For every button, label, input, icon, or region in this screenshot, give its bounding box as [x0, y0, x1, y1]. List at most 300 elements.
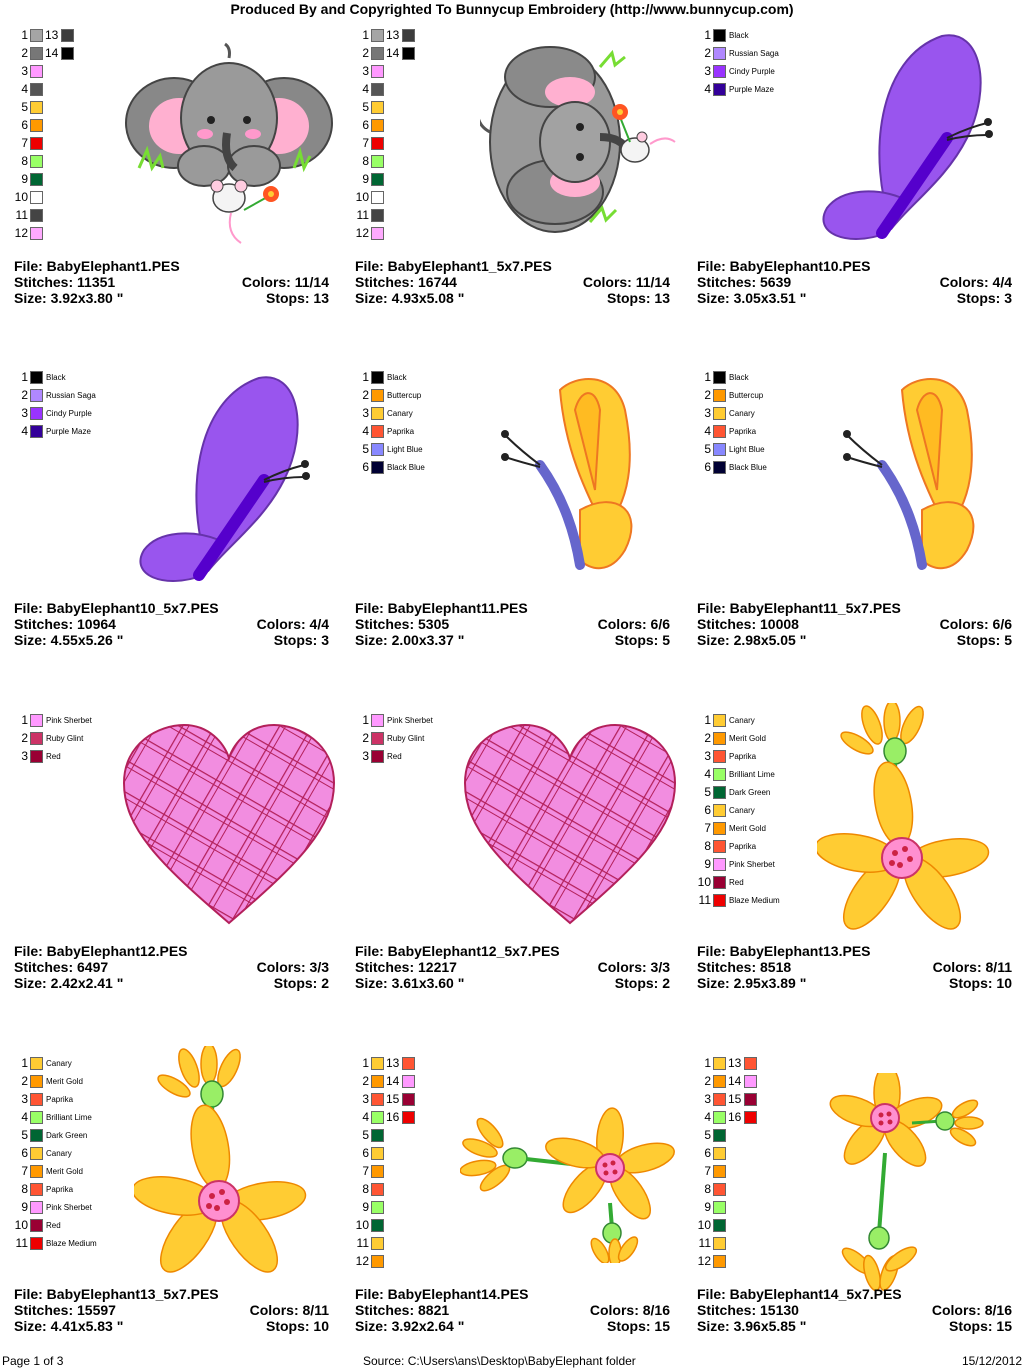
- color-swatch: [355, 1216, 384, 1234]
- color-index: 6: [704, 803, 711, 817]
- thread-name: Red: [387, 751, 402, 761]
- color-swatch: [14, 729, 83, 747]
- color-index: 7: [21, 136, 28, 150]
- design-info: [697, 943, 1012, 991]
- color-swatch: [14, 188, 43, 206]
- color-chip: [713, 1129, 726, 1142]
- thread-name: Canary: [46, 1148, 72, 1158]
- color-swatch-row: [697, 837, 807, 855]
- color-swatch-row: [14, 747, 124, 765]
- color-swatch: [14, 1162, 83, 1180]
- color-swatch-row: [355, 422, 465, 440]
- color-index: 13: [386, 28, 400, 42]
- color-swatch: [14, 1072, 83, 1090]
- color-chip: [713, 1201, 726, 1214]
- color-swatch: [386, 1108, 415, 1126]
- thread-name: Canary: [729, 715, 755, 725]
- design-stops: Stops: 15: [948, 1318, 1012, 1334]
- color-index: 6: [704, 460, 711, 474]
- design-info: [14, 258, 329, 306]
- color-legend: [14, 1054, 124, 1252]
- color-chip: [30, 119, 43, 132]
- color-index: 5: [21, 100, 28, 114]
- color-chip: [371, 732, 384, 745]
- color-chip: [371, 65, 384, 78]
- color-chip: [371, 1255, 384, 1268]
- color-chip: [371, 173, 384, 186]
- color-swatch-row: [355, 134, 465, 152]
- color-index: 9: [704, 1200, 711, 1214]
- color-index: 4: [704, 767, 711, 781]
- thread-name: Red: [46, 751, 61, 761]
- color-swatch: [14, 1108, 92, 1126]
- color-chip: [402, 47, 415, 60]
- color-swatch: [355, 711, 433, 729]
- color-swatch-row: [697, 26, 807, 44]
- info-row: [355, 943, 670, 959]
- color-index: 15: [386, 1092, 400, 1106]
- design-size: Size: 4.55x5.26 ": [14, 632, 124, 648]
- color-index: 16: [386, 1110, 400, 1124]
- butterfly-yellow-icon: [495, 370, 695, 595]
- design-info: [14, 1286, 329, 1334]
- color-swatch: [355, 98, 384, 116]
- color-index: 7: [362, 1164, 369, 1178]
- design-file: File: BabyElephant10.PES: [697, 258, 871, 274]
- thread-name: Russian Saga: [46, 390, 96, 400]
- color-chip: [30, 1237, 43, 1250]
- color-chip: [371, 137, 384, 150]
- info-row: [355, 1318, 670, 1334]
- design-stitches: Stitches: 5639: [697, 274, 792, 290]
- color-index: 10: [355, 1218, 369, 1232]
- info-row: [697, 975, 1012, 991]
- color-swatch: [14, 206, 43, 224]
- color-swatch: [14, 134, 43, 152]
- color-swatch-row: [355, 1234, 465, 1252]
- color-swatch: [14, 1234, 97, 1252]
- design-stitches: Stitches: 15597: [14, 1302, 116, 1318]
- color-swatch: [697, 1162, 726, 1180]
- color-index: 12: [697, 1254, 711, 1268]
- thread-name: Merit Gold: [46, 1166, 83, 1176]
- design-stops: Stops: 3: [956, 290, 1012, 306]
- color-chip: [30, 425, 43, 438]
- color-chip: [371, 389, 384, 402]
- color-chip: [30, 29, 43, 42]
- color-swatch-row: [355, 206, 465, 224]
- color-chip: [371, 461, 384, 474]
- color-index: 2: [21, 388, 28, 402]
- color-swatch-row: [14, 206, 124, 224]
- color-index: 13: [386, 1056, 400, 1070]
- color-swatch-row: [355, 62, 465, 80]
- color-swatch: [697, 1054, 726, 1072]
- color-index: 14: [386, 46, 400, 60]
- info-row: [14, 1302, 329, 1318]
- info-row: [14, 274, 329, 290]
- design-file: File: BabyElephant12.PES: [14, 943, 188, 959]
- color-index: 2: [362, 388, 369, 402]
- color-chip: [371, 1057, 384, 1070]
- design-stitches: Stitches: 11351: [14, 274, 116, 290]
- color-index: 11: [356, 1236, 369, 1250]
- color-swatch-row: [14, 1072, 124, 1090]
- color-chip: [713, 822, 726, 835]
- color-swatch-row: [14, 1144, 124, 1162]
- color-index: 10: [355, 190, 369, 204]
- color-swatch-row: [355, 98, 465, 116]
- color-swatch-row: [355, 224, 465, 242]
- color-index: 8: [21, 154, 28, 168]
- thread-name: Paprika: [46, 1184, 74, 1194]
- design-colors: Colors: 8/11: [932, 959, 1012, 975]
- design-file: File: BabyElephant14_5x7.PES: [697, 1286, 902, 1302]
- color-index: 9: [362, 172, 369, 186]
- color-swatch-row: [355, 1162, 465, 1180]
- design-colors: Colors: 8/16: [589, 1302, 670, 1318]
- color-index: 1: [362, 370, 369, 384]
- design-file: File: BabyElephant10_5x7.PES: [14, 600, 219, 616]
- color-swatch-row: [697, 711, 807, 729]
- design-stitches: Stitches: 10008: [697, 616, 799, 632]
- color-swatch: [697, 855, 775, 873]
- color-swatch: [14, 26, 43, 44]
- color-swatch: [355, 747, 402, 765]
- color-swatch: [697, 873, 744, 891]
- color-chip: [713, 443, 726, 456]
- color-index: 1: [21, 713, 28, 727]
- design-size: Size: 2.98x5.05 ": [697, 632, 807, 648]
- color-swatch-row: [14, 44, 124, 62]
- color-index: 10: [14, 190, 28, 204]
- info-row: [355, 975, 670, 991]
- page-title: Produced By and Copyrighted To Bunnycup Embroidery (http://www.bunnycup.com): [230, 1, 794, 17]
- color-swatch: [14, 1216, 61, 1234]
- color-index: 14: [728, 1074, 742, 1088]
- color-index: 7: [362, 136, 369, 150]
- color-swatch: [386, 44, 415, 62]
- color-swatch-row: [355, 729, 465, 747]
- color-index: 8: [21, 1182, 28, 1196]
- color-chip: [30, 155, 43, 168]
- color-legend: [697, 368, 807, 476]
- thread-name: Cindy Purple: [729, 66, 775, 76]
- info-row: [697, 959, 1012, 975]
- color-swatch: [697, 1108, 726, 1126]
- design-card: [355, 705, 685, 1035]
- color-chip: [371, 1219, 384, 1232]
- color-swatch: [355, 170, 384, 188]
- color-index: 1: [362, 28, 369, 42]
- thread-name: Light Blue: [387, 444, 423, 454]
- color-swatch: [728, 1090, 757, 1108]
- color-chip: [30, 1165, 43, 1178]
- color-legend: [14, 711, 124, 765]
- color-swatch-row: [697, 44, 807, 62]
- color-swatch-row: [355, 1180, 465, 1198]
- color-chip: [371, 443, 384, 456]
- design-size: Size: 2.00x3.37 ": [355, 632, 465, 648]
- color-index: 11: [15, 208, 28, 222]
- color-swatch-row: [697, 386, 807, 404]
- color-swatch-row: [14, 98, 124, 116]
- thread-name: Pink Sherbet: [729, 859, 775, 869]
- color-index: 4: [362, 1110, 369, 1124]
- color-swatch: [14, 747, 61, 765]
- info-row: [355, 616, 670, 632]
- thread-name: Black: [387, 372, 407, 382]
- color-swatch: [355, 440, 423, 458]
- color-swatch-row: [697, 855, 807, 873]
- thread-name: Merit Gold: [46, 1076, 83, 1086]
- color-swatch-row: [14, 711, 124, 729]
- color-chip: [371, 47, 384, 60]
- color-swatch-row: [14, 422, 124, 440]
- color-index: 8: [362, 1182, 369, 1196]
- color-index: 2: [704, 1074, 711, 1088]
- color-index: 7: [704, 821, 711, 835]
- color-swatch: [14, 711, 92, 729]
- thread-name: Brilliant Lime: [46, 1112, 92, 1122]
- color-chip: [30, 371, 43, 384]
- design-stops: Stops: 3: [273, 632, 329, 648]
- design-info: [697, 1286, 1012, 1334]
- color-chip: [713, 786, 726, 799]
- color-index: 14: [386, 1074, 400, 1088]
- color-swatch: [697, 26, 749, 44]
- color-swatch: [697, 1090, 726, 1108]
- color-index: 3: [362, 1092, 369, 1106]
- info-row: [355, 290, 670, 306]
- color-chip: [371, 1075, 384, 1088]
- color-swatch: [697, 1126, 726, 1144]
- color-chip: [371, 29, 384, 42]
- color-index: 5: [704, 785, 711, 799]
- design-size: Size: 3.05x3.51 ": [697, 290, 807, 306]
- color-chip: [30, 732, 43, 745]
- info-row: [14, 1318, 329, 1334]
- design-stops: Stops: 15: [606, 1318, 670, 1334]
- color-swatch-row: [697, 765, 807, 783]
- design-stitches: Stitches: 12217: [355, 959, 457, 975]
- color-swatch: [697, 801, 755, 819]
- color-chip: [30, 750, 43, 763]
- design-card: [697, 20, 1024, 350]
- color-swatch: [14, 404, 92, 422]
- color-swatch-row: [697, 801, 807, 819]
- flower-tall-icon: [817, 703, 997, 938]
- color-chip: [371, 1111, 384, 1124]
- print-date: 15/12/2012: [961, 1354, 1022, 1368]
- color-chip: [30, 191, 43, 204]
- thread-name: Ruby Glint: [387, 733, 425, 743]
- color-index: 2: [362, 1074, 369, 1088]
- design-file: File: BabyElephant1_5x7.PES: [355, 258, 552, 274]
- color-chip: [371, 407, 384, 420]
- color-swatch-row: [14, 134, 124, 152]
- color-swatch-row: [14, 224, 124, 242]
- design-size: Size: 3.96x5.85 ": [697, 1318, 807, 1334]
- color-swatch-row: [697, 1198, 807, 1216]
- color-chip: [713, 65, 726, 78]
- design-stops: Stops: 2: [614, 975, 670, 991]
- color-chip: [402, 1111, 415, 1124]
- info-row: [697, 616, 1012, 632]
- color-legend: [697, 1054, 807, 1270]
- thread-name: Canary: [729, 408, 755, 418]
- color-chip: [713, 732, 726, 745]
- elephant-side-icon: [480, 32, 680, 247]
- color-swatch-row: [355, 711, 465, 729]
- thread-name: Red: [729, 877, 744, 887]
- color-legend: [697, 26, 807, 98]
- color-swatch: [355, 1108, 384, 1126]
- color-swatch-row: [355, 170, 465, 188]
- design-colors: Colors: 4/4: [939, 274, 1012, 290]
- color-chip: [713, 1183, 726, 1196]
- thread-name: Red: [46, 1220, 61, 1230]
- color-index: 3: [362, 406, 369, 420]
- color-index: 15: [728, 1092, 742, 1106]
- design-stops: Stops: 5: [614, 632, 670, 648]
- design-stops: Stops: 2: [273, 975, 329, 991]
- color-chip: [402, 1057, 415, 1070]
- color-chip: [713, 1075, 726, 1088]
- color-swatch: [14, 422, 91, 440]
- design-card: [697, 705, 1024, 1035]
- color-index: 3: [21, 406, 28, 420]
- color-swatch: [14, 152, 43, 170]
- color-swatch: [14, 1090, 73, 1108]
- design-file: File: BabyElephant11.PES: [355, 600, 528, 616]
- info-row: [355, 959, 670, 975]
- info-row: [697, 274, 1012, 290]
- color-swatch: [14, 1144, 72, 1162]
- design-colors: Colors: 8/11: [249, 1302, 329, 1318]
- color-swatch-row: [355, 1108, 465, 1126]
- color-swatch: [355, 44, 384, 62]
- thread-name: Buttercup: [387, 390, 422, 400]
- color-chip: [30, 209, 43, 222]
- design-stops: Stops: 10: [948, 975, 1012, 991]
- design-info: [355, 258, 670, 306]
- color-swatch: [697, 80, 774, 98]
- color-index: 2: [21, 731, 28, 745]
- design-info: [697, 258, 1012, 306]
- color-index: 3: [21, 749, 28, 763]
- color-swatch: [697, 440, 765, 458]
- design-info: [14, 600, 329, 648]
- color-index: 2: [704, 731, 711, 745]
- color-swatch-row: [355, 1216, 465, 1234]
- color-swatch: [355, 1072, 384, 1090]
- info-row: [355, 274, 670, 290]
- color-swatch: [386, 26, 415, 44]
- color-index: 11: [698, 1236, 711, 1250]
- design-colors: Colors: 3/3: [597, 959, 670, 975]
- color-index: 10: [697, 1218, 711, 1232]
- color-swatch: [697, 711, 755, 729]
- info-row: [14, 290, 329, 306]
- color-swatch-row: [355, 368, 465, 386]
- color-swatch: [45, 44, 74, 62]
- color-swatch-row: [697, 873, 807, 891]
- design-info: [697, 600, 1012, 648]
- color-swatch: [355, 386, 421, 404]
- butterfly-yellow-icon: [837, 370, 1024, 595]
- design-file: File: BabyElephant11_5x7.PES: [697, 600, 901, 616]
- page-footer: [0, 1352, 1024, 1370]
- color-swatch: [697, 891, 780, 909]
- design-stops: Stops: 10: [265, 1318, 329, 1334]
- color-swatch-row: [697, 1234, 807, 1252]
- color-swatch: [697, 765, 775, 783]
- color-swatch-row: [355, 1144, 465, 1162]
- color-swatch-row: [14, 62, 124, 80]
- info-row: [14, 632, 329, 648]
- color-index: 2: [704, 46, 711, 60]
- info-row: [697, 600, 1012, 616]
- color-swatch: [697, 729, 766, 747]
- thread-name: Paprika: [729, 751, 757, 761]
- thread-name: Pink Sherbet: [387, 715, 433, 725]
- color-chip: [30, 1093, 43, 1106]
- color-swatch: [14, 386, 96, 404]
- color-swatch: [697, 368, 749, 386]
- color-index: 16: [728, 1110, 742, 1124]
- color-index: 6: [362, 460, 369, 474]
- design-card: [14, 362, 344, 692]
- color-swatch: [386, 1090, 415, 1108]
- color-legend: [14, 368, 124, 440]
- color-swatch-row: [355, 1252, 465, 1270]
- color-index: 5: [21, 1128, 28, 1142]
- color-chip: [402, 1075, 415, 1088]
- design-file: File: BabyElephant12_5x7.PES: [355, 943, 560, 959]
- color-index: 9: [21, 172, 28, 186]
- color-chip: [371, 750, 384, 763]
- color-legend: [355, 711, 465, 765]
- design-stops: Stops: 13: [265, 290, 329, 306]
- color-chip: [713, 1057, 726, 1070]
- design-colors: Colors: 3/3: [256, 959, 329, 975]
- design-colors: Colors: 11/14: [582, 274, 670, 290]
- design-stitches: Stitches: 16744: [355, 274, 457, 290]
- color-swatch: [697, 422, 756, 440]
- color-chip: [30, 137, 43, 150]
- design-file: File: BabyElephant13_5x7.PES: [14, 1286, 219, 1302]
- info-row: [697, 943, 1012, 959]
- color-index: 3: [704, 406, 711, 420]
- color-chip: [371, 101, 384, 114]
- color-index: 7: [21, 1164, 28, 1178]
- color-swatch: [355, 1090, 384, 1108]
- flower-horizontal-icon: [460, 1093, 680, 1268]
- color-swatch-row: [14, 386, 124, 404]
- color-swatch: [697, 386, 763, 404]
- heart-plaid-icon: [119, 723, 339, 938]
- color-chip: [371, 191, 384, 204]
- color-chip: [30, 227, 43, 240]
- color-index: 5: [362, 100, 369, 114]
- color-index: 9: [362, 1200, 369, 1214]
- info-row: [14, 258, 329, 274]
- color-swatch: [14, 116, 43, 134]
- color-index: 11: [15, 1236, 28, 1250]
- color-swatch: [697, 1234, 726, 1252]
- color-chip: [713, 1111, 726, 1124]
